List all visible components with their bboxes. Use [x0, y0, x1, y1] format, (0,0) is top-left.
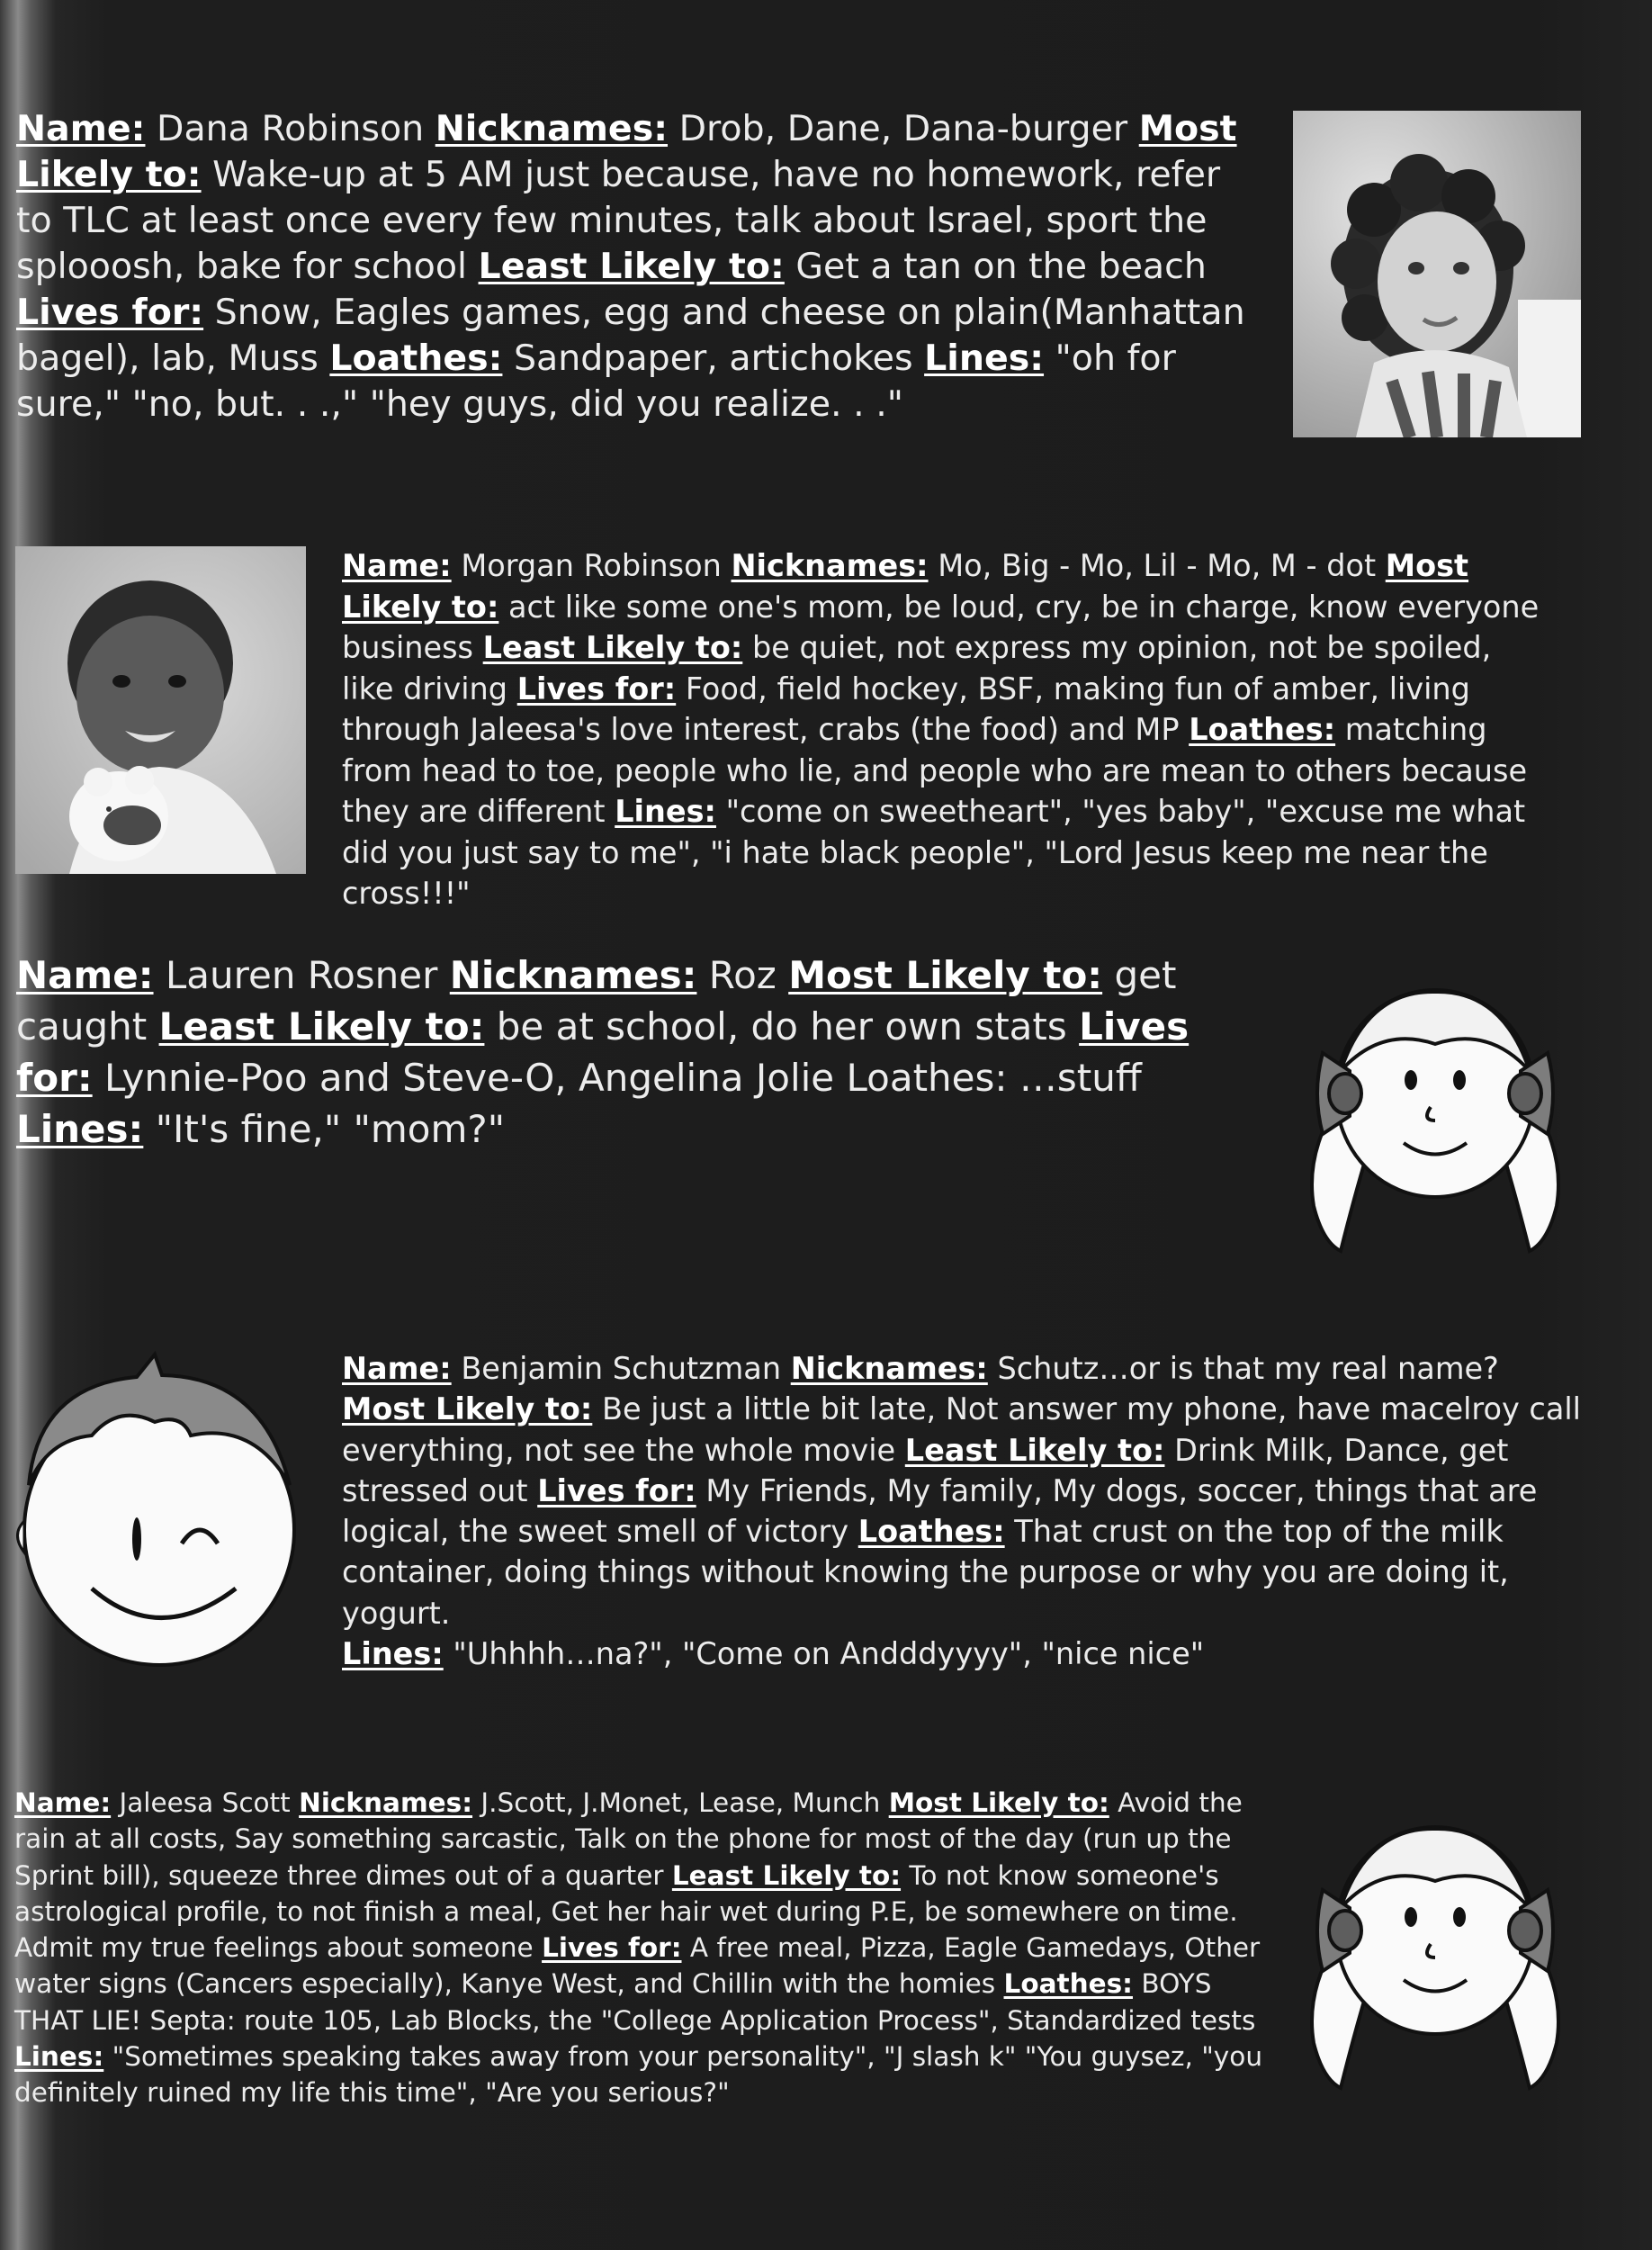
profile-text	[14, 1785, 1274, 2111]
field-label: Nicknames:	[790, 1351, 988, 1386]
field-label: Most Likely to:	[16, 108, 1237, 195]
field-label: Name:	[342, 1351, 452, 1386]
field-value: "oh for sure," "no, but. . .," "hey guys, did you realize. . ."	[16, 338, 1176, 425]
field-value: act like some one's mom, be loud, cry, be in charge, know everyone business	[342, 589, 1540, 665]
girl-face-icon	[1287, 1809, 1584, 2097]
profile-text	[16, 106, 1258, 428]
field-label: Least Likely to:	[671, 1859, 902, 1891]
field-label: Name:	[342, 548, 452, 583]
field-value: My Friends, My family, My dogs, soccer, things that are logical, the sweet smell of victory	[342, 1472, 1538, 1550]
field-label: Lives for:	[516, 670, 677, 706]
field-label: Name:	[14, 1787, 112, 1818]
field-label: Lines:	[16, 1107, 144, 1151]
field-value: Benjamin Schutzman	[451, 1351, 791, 1386]
field-value: That crust on the top of the milk container, doing things without knowing the purpose or why you are doing it, yogurt.	[342, 1514, 1509, 1631]
field-label: Lines:	[342, 1636, 444, 1672]
field-label: Lines:	[615, 794, 716, 829]
field-label: Lines:	[14, 2041, 104, 2073]
field-value: Drink Milk, Dance, get stressed out	[342, 1432, 1509, 1508]
field-value: A free meal, Pizza, Eagle Gamedays, Other water signs (Cancers especially), Kanye West, and Chillin with the homies	[14, 1932, 1261, 2000]
field-value: Schutz…or is that my real name?	[987, 1351, 1499, 1386]
field-label: Name:	[16, 108, 146, 149]
field-label: Least Likely to:	[478, 246, 785, 287]
field-value: "Sometimes speaking takes away from your personality", "J slash k" "You guysez, "you definitely ruined my life this time", "Are you serious?"	[14, 2041, 1263, 2109]
field-label: Most Likely to:	[888, 1787, 1109, 1818]
field-value: be at school, do her own stats	[484, 1004, 1080, 1048]
field-label: Most Likely to:	[342, 1391, 593, 1427]
field-value: J.Scott, J.Monet, Lease, Munch	[472, 1787, 889, 1818]
baby-photo	[1293, 111, 1581, 437]
field-label: Loathes:	[329, 338, 503, 379]
field-label: Lines:	[924, 338, 1045, 379]
field-value: Jaleesa Scott	[111, 1787, 300, 1818]
field-value: Roz	[696, 953, 789, 997]
profile-entry-jaleesa-scott	[14, 1785, 1274, 2111]
profile-text	[342, 1348, 1584, 1674]
field-label: Loathes:	[1189, 712, 1336, 747]
field-value: Sandpaper, artichokes	[502, 338, 925, 379]
field-label: Nicknames:	[731, 548, 929, 583]
field-label: Lives for:	[16, 292, 204, 333]
field-value: Mo, Big - Mo, Lil - Mo, M - dot	[928, 548, 1386, 583]
girl-face-icon	[1287, 972, 1584, 1260]
baby-photo	[15, 546, 306, 874]
profile-entry-benjamin-schutzman	[342, 1348, 1584, 1674]
photo-image	[15, 546, 306, 874]
field-value: Drob, Dane, Dana-burger	[668, 108, 1139, 149]
field-label: Least Likely to:	[482, 630, 743, 665]
field-label: Lives for:	[16, 1004, 1190, 1100]
field-value: To not know someone's astrological profile, to not finish a meal, Get her hair wet during P.E, be somewhere on time. Admit my true feelings about someone	[14, 1859, 1238, 1964]
profile-entry-dana-robinson	[16, 106, 1258, 428]
field-value: Snow, Eagles games, egg and cheese on plain(Manhattan bagel), lab, Muss	[16, 292, 1245, 379]
field-label: Nicknames:	[299, 1787, 473, 1818]
field-label: Loathes:	[857, 1514, 1005, 1550]
field-value: Lynnie-Poo and Steve-O, Angelina Jolie Loathes: …stuff	[92, 1056, 1142, 1100]
field-value: BOYS THAT LIE! Septa: route 105, Lab Blocks, the "College Application Process", Standardized tests	[14, 1968, 1256, 2036]
field-value: "It's fine," "mom?"	[143, 1107, 506, 1151]
boy-face-icon	[11, 1350, 308, 1674]
field-value: "come on sweetheart", "yes baby", "excuse me what did you just say to me", "i hate black people", "Lord Jesus keep me near the cross!!!"	[342, 794, 1526, 911]
field-label: Nicknames:	[435, 108, 669, 149]
field-value: Dana Robinson	[145, 108, 435, 149]
field-label: Nicknames:	[449, 953, 697, 997]
field-value: be quiet, not express my opinion, not be spoiled, like driving	[342, 630, 1492, 706]
field-value: "Uhhhh…na?", "Come on Andddyyyy", "nice nice"	[443, 1636, 1205, 1672]
field-label: Least Likely to:	[158, 1004, 485, 1048]
field-label: Least Likely to:	[904, 1432, 1165, 1468]
field-value: Lauren Rosner	[153, 953, 450, 997]
field-label: Most Likely to:	[342, 548, 1469, 625]
field-value: Wake-up at 5 AM just because, have no homework, refer to TLC at least once every few minutes, talk about Israel, sport the splooosh, bake for school	[16, 154, 1221, 287]
field-value: get caught	[16, 953, 1177, 1048]
profile-text	[342, 545, 1552, 914]
field-label: Loathes:	[1003, 1968, 1133, 2000]
field-label: Lives for:	[542, 1932, 682, 1964]
field-value: Get a tan on the beach	[784, 246, 1207, 287]
field-label: Lives for:	[537, 1472, 696, 1508]
field-value: matching from head to toe, people who lie, and people who are mean to others because they are different	[342, 712, 1528, 829]
profile-entry-morgan-robinson	[342, 545, 1552, 914]
field-label: Most Likely to:	[788, 953, 1103, 997]
field-label: Name:	[16, 953, 154, 997]
profile-text	[16, 950, 1271, 1155]
field-value: Morgan Robinson	[451, 548, 732, 583]
profile-entry-lauren-rosner	[16, 950, 1271, 1155]
photo-image	[1293, 111, 1581, 437]
field-value: Be just a little bit late, Not answer my phone, have macelroy call everything, not see the whole movie	[342, 1391, 1581, 1468]
field-value: Avoid the rain at all costs, Say something sarcastic, Talk on the phone for most of the day (run up the Sprint bill), squeeze three dimes out of a quarter	[14, 1787, 1243, 1891]
field-value: Food, field hockey, BSF, making fun of amber, living through Jaleesa's love interest, crabs (the food) and MP	[342, 670, 1470, 747]
